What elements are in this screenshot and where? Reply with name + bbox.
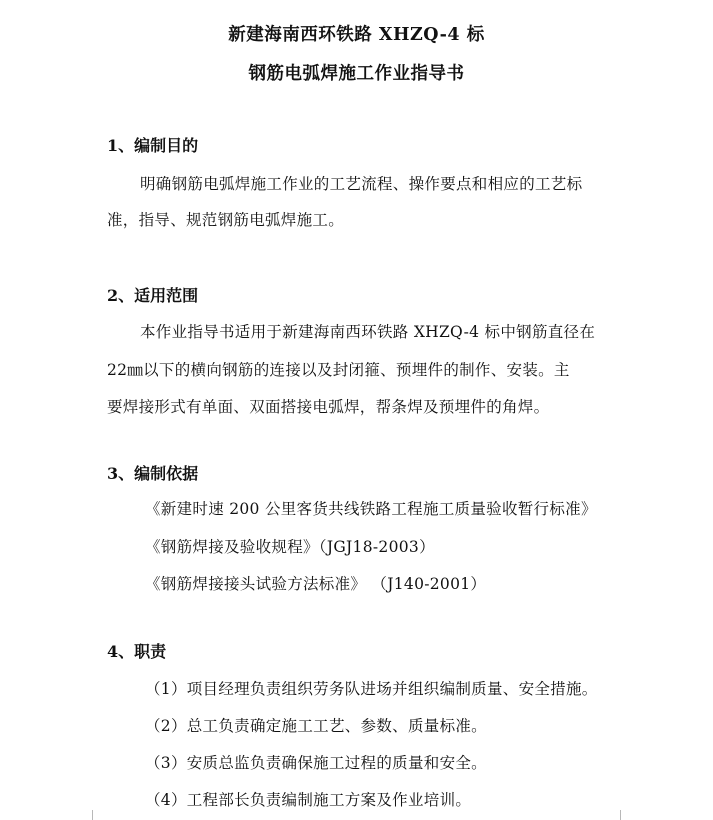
duty-item: （2）总工负责确定施工工艺、参数、质量标准。 xyxy=(145,717,487,735)
section-paragraph-line: 本作业指导书适用于新建海南西环铁路 XHZQ-4 标中钢筋直径在 xyxy=(140,323,596,341)
section-heading-purpose: 1、编制目的 xyxy=(107,136,199,155)
section-heading-basis: 3、编制依据 xyxy=(107,464,199,483)
margin-corner-mark xyxy=(620,810,631,820)
margin-corner-mark xyxy=(82,810,93,820)
reference-item: 《钢筋焊接接头试验方法标准》 （J140-2001） xyxy=(145,575,487,593)
section-heading-scope: 2、适用范围 xyxy=(107,286,199,305)
reference-item: 《新建时速 200 公里客货共线铁路工程施工质量验收暂行标准》 xyxy=(145,500,597,518)
document-title-line-1: 新建海南西环铁路 XHZQ-4 标 xyxy=(228,25,485,45)
duty-item: （3）安质总监负责确保施工过程的质量和安全。 xyxy=(145,754,487,772)
duty-item: （4）工程部长负责编制施工方案及作业培训。 xyxy=(145,791,472,809)
reference-item: 《钢筋焊接及验收规程》（JGJ18-2003） xyxy=(145,538,435,556)
section-paragraph-line: 准，指导、规范钢筋电弧焊施工。 xyxy=(107,211,345,229)
section-paragraph-line: 要焊接形式有单面、双面搭接电弧焊，帮条焊及预埋件的角焊。 xyxy=(107,398,550,416)
section-paragraph-line: 明确钢筋电弧焊施工作业的工艺流程、操作要点和相应的工艺标 xyxy=(140,175,583,193)
duty-item: （1）项目经理负责组织劳务队进场并组织编制质量、安全措施。 xyxy=(145,680,598,698)
section-paragraph-line: 22㎜以下的横向钢筋的连接以及封闭箍、预埋件的制作、安装。主 xyxy=(107,361,570,379)
document-title-line-2: 钢筋电弧焊施工作业指导书 xyxy=(248,64,465,84)
section-heading-duties: 4、职责 xyxy=(107,642,167,661)
